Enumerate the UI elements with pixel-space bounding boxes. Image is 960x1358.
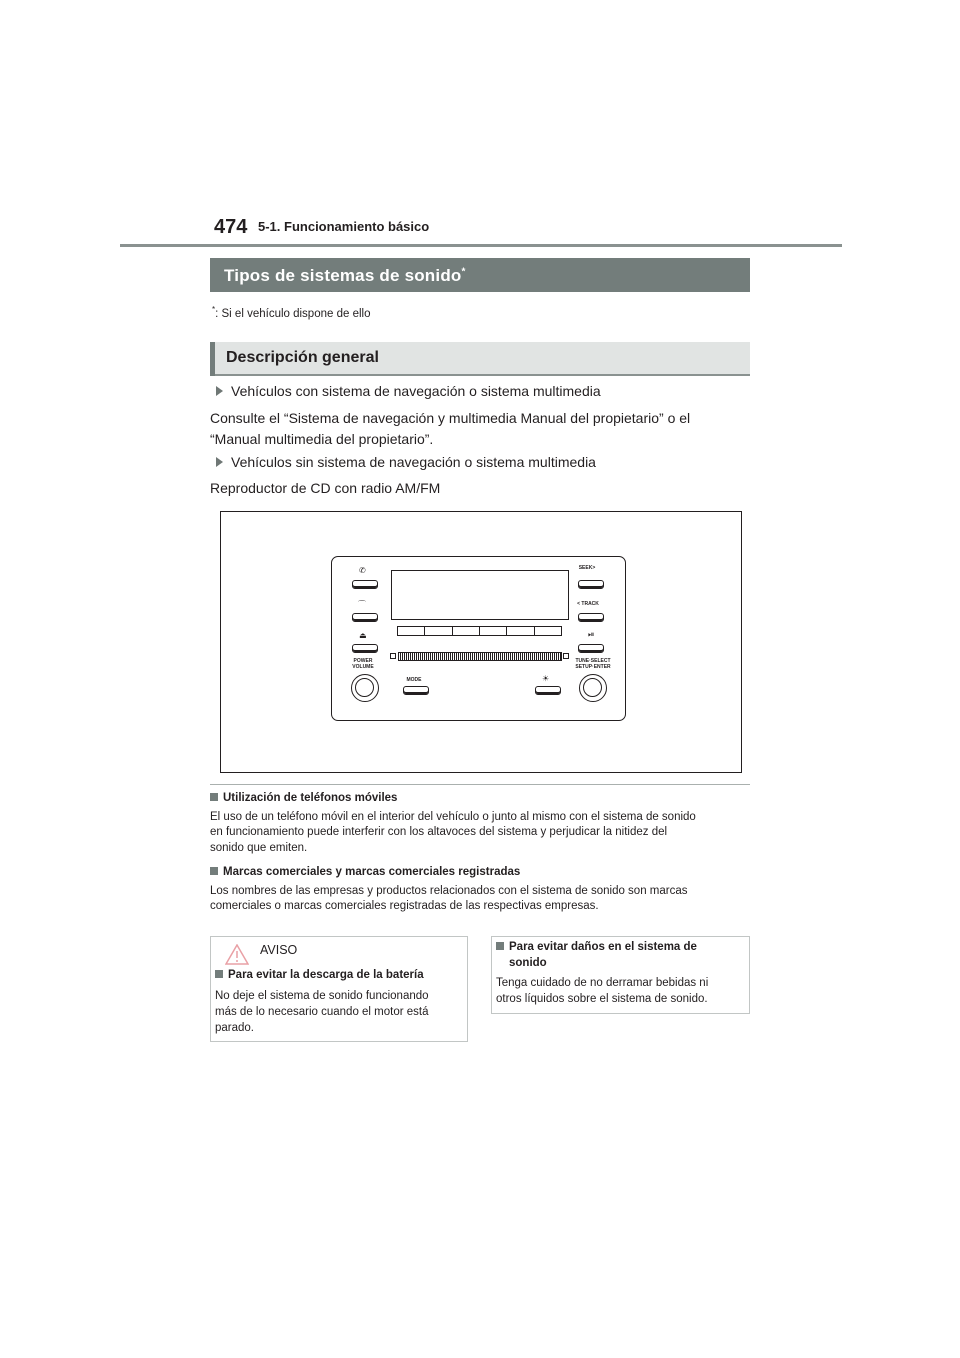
mode-label: MODE (406, 677, 422, 683)
caution-box (491, 936, 750, 1014)
volume-label: VOLUME (352, 663, 374, 670)
preset-button (507, 627, 534, 635)
track-button (578, 613, 604, 622)
section-label: 5-1. Funcionamiento básico (258, 219, 430, 234)
divider (210, 784, 750, 785)
cd-slot-indicator (390, 653, 396, 659)
section-title (224, 266, 466, 286)
tune-select-knob (579, 674, 607, 702)
triangle-bullet-icon (216, 457, 223, 467)
cd-slot (398, 652, 562, 661)
triangle-bullet-icon (216, 386, 223, 396)
preset-button (535, 627, 561, 635)
subheading-accent (210, 342, 215, 376)
power-volume-label (344, 659, 382, 670)
bullet-no-navigation (216, 454, 596, 470)
seek-label: SEEK> (578, 565, 596, 571)
warning-text-line-2: más de lo necesario cuando el motor está (215, 1006, 429, 1018)
subheading-title: Descripción general (226, 349, 379, 366)
footnote-text: : Si el vehículo dispone de ello (215, 307, 371, 320)
note-text-trademarks-line-2: comerciales o marcas comerciales registradas de las respectivas empresas. (210, 900, 599, 912)
brightness-button (535, 686, 561, 695)
note-text-mobile-line-3: sonido que emiten. (210, 842, 308, 854)
caution-heading-text: Para evitar daños en el sistema de (509, 941, 697, 953)
preset-buttons (397, 626, 562, 636)
warning-box (210, 936, 468, 1042)
paragraph-manual-ref-line-1: Consulte el “Sistema de navegación y multimedia Manual del propietario” o el (210, 410, 691, 426)
note-text-mobile-line-1: El uso de un teléfono móvil en el interior del vehículo o junto al mismo con el sistema de sonido (210, 811, 696, 823)
mode-button (403, 686, 429, 695)
tune-select-text: TUNE·SELECT (575, 658, 611, 664)
square-bullet-icon (210, 867, 218, 875)
paragraph-cd-radio: Reproductor de CD con radio AM/FM (210, 480, 441, 496)
note-text-trademarks-line-1: Los nombres de las empresas y productos relacionados con el sistema de sonido son marcas (210, 885, 688, 897)
warning-text-line-3: parado. (215, 1022, 255, 1034)
warning-heading-text: Para evitar la descarga de la batería (228, 969, 424, 981)
caution-text-line-1: Tenga cuidado de no derramar bebidas ni (496, 977, 709, 989)
note-heading-trademarks-text: Marcas comerciales y marcas comerciales registradas (223, 866, 521, 878)
play-pause-button (578, 644, 604, 653)
phone-pickup-button (352, 580, 378, 589)
warning-label: AVISO (260, 943, 298, 957)
note-heading-trademarks (210, 866, 520, 878)
radio-display (391, 570, 569, 620)
caution-heading-line-2: sonido (509, 957, 547, 969)
warning-text-line-1: No deje el sistema de sonido funcionando (215, 990, 429, 1002)
header-rule (120, 244, 842, 247)
bullet-navigation (216, 383, 601, 399)
paragraph-manual-ref-line-2: “Manual multimedia del propietario”. (210, 431, 434, 447)
eject-icon: ⏏ (359, 631, 367, 640)
cd-slot-indicator (563, 653, 569, 659)
phone-pickup-icon: ✆ (359, 566, 366, 575)
preset-button (398, 627, 425, 635)
preset-button (480, 627, 507, 635)
play-pause-icon: ⏯ (588, 630, 595, 639)
tune-select-label (572, 659, 614, 670)
phone-hangup-icon: ⌒ (358, 600, 366, 609)
power-label: POWER (353, 658, 373, 664)
note-heading-mobile (210, 792, 397, 804)
preset-button (453, 627, 480, 635)
preset-button (425, 627, 452, 635)
page-number: 474 (214, 216, 248, 238)
section-title-bar (210, 258, 750, 292)
square-bullet-icon (496, 942, 504, 950)
subheading-bar (210, 342, 750, 376)
caution-text-line-2: otros líquidos sobre el sistema de sonido. (496, 993, 708, 1005)
title-asterisk: * (461, 266, 466, 278)
phone-hangup-button (352, 613, 378, 622)
setup-enter-text: SETUP·ENTER (575, 663, 611, 670)
eject-button (352, 644, 378, 653)
square-bullet-icon (210, 793, 218, 801)
bullet-navigation-text: Vehículos con sistema de navegación o sistema multimedia (231, 383, 601, 399)
brightness-icon: ☀ (542, 674, 550, 683)
bullet-no-navigation-text: Vehículos sin sistema de navegación o sistema multimedia (231, 454, 596, 470)
seek-button (578, 580, 604, 589)
power-volume-knob (351, 674, 379, 702)
warning-heading (215, 969, 424, 981)
square-bullet-icon (215, 970, 223, 978)
note-heading-mobile-text: Utilización de teléfonos móviles (223, 792, 398, 804)
track-label: < TRACK (577, 601, 599, 607)
warning-triangle-icon (225, 944, 249, 965)
footnote-marker: * (212, 305, 216, 314)
footnote (212, 305, 370, 320)
note-text-mobile-line-2: en funcionamiento puede interferir con los altavoces del sistema y perjudicar la nitidez del (210, 826, 668, 838)
caution-heading-line-1 (496, 941, 697, 953)
section-title-text: Tipos de sistemas de sonido (224, 266, 462, 285)
